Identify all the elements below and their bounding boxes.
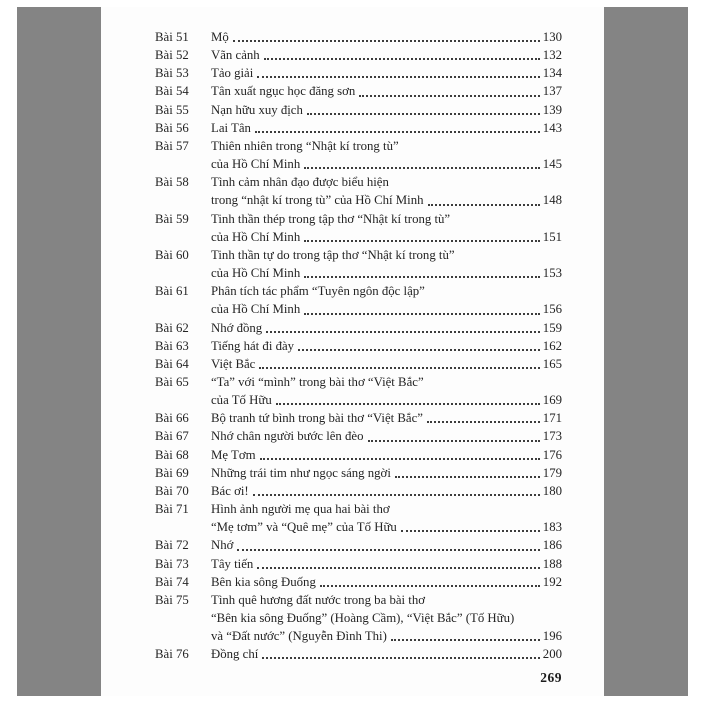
entry-page-number: 183 bbox=[542, 520, 562, 535]
dot-leader bbox=[298, 337, 540, 351]
entry-title-line: Vãn cảnh bbox=[211, 48, 260, 63]
toc-entry bbox=[155, 337, 562, 355]
entry-title-block bbox=[211, 137, 562, 173]
entry-title-line: của Hồ Chí Minh bbox=[211, 266, 301, 281]
toc-entry bbox=[155, 464, 562, 482]
entry-title-line: Tinh thần thép trong tập thơ “Nhật kí trong tù” bbox=[211, 211, 451, 226]
entry-title-block bbox=[211, 573, 562, 591]
toc-entry bbox=[155, 64, 562, 82]
lesson-number: Bài 60 bbox=[155, 247, 189, 262]
toc-entry bbox=[155, 82, 562, 100]
toc-entry bbox=[155, 282, 562, 318]
entry-page-number: 162 bbox=[542, 338, 562, 353]
entry-title-line: Lai Tân bbox=[211, 120, 251, 135]
lesson-number: Bài 75 bbox=[155, 592, 189, 607]
entry-title-line: Tinh thần tự do trong tập thơ “Nhật kí trong tù” bbox=[211, 247, 455, 262]
lesson-number: Bài 63 bbox=[155, 338, 189, 353]
lesson-number: Bài 61 bbox=[155, 284, 189, 299]
entry-title-line: Nhớ bbox=[211, 538, 234, 553]
toc-entry bbox=[155, 536, 562, 554]
lesson-number: Bài 52 bbox=[155, 48, 189, 63]
dot-leader bbox=[233, 28, 540, 42]
entry-title-block bbox=[211, 500, 562, 536]
lesson-number: Bài 67 bbox=[155, 429, 189, 444]
dot-leader bbox=[262, 645, 540, 659]
dot-leader bbox=[307, 101, 540, 115]
lesson-number: Bài 65 bbox=[155, 374, 189, 389]
entry-title-line: Đồng chí bbox=[211, 647, 259, 662]
toc-list bbox=[155, 28, 562, 663]
entry-title-block bbox=[211, 409, 562, 427]
entry-title-line: “Ta” với “mình” trong bài thơ “Việt Bắc” bbox=[211, 374, 424, 389]
entry-title-line: của Tố Hữu bbox=[211, 393, 272, 408]
lesson-number: Bài 72 bbox=[155, 538, 189, 553]
entry-title-block bbox=[211, 427, 562, 445]
entry-title-line: Phân tích tác phẩm “Tuyên ngôn độc lập” bbox=[211, 284, 425, 299]
lesson-number: Bài 68 bbox=[155, 447, 189, 462]
entry-title-block bbox=[211, 482, 562, 500]
entry-page-number: 200 bbox=[542, 647, 562, 662]
lesson-number: Bài 53 bbox=[155, 66, 189, 81]
lesson-number: Bài 76 bbox=[155, 647, 189, 662]
toc-entry bbox=[155, 500, 562, 536]
entry-title-line: Tây tiến bbox=[211, 556, 254, 571]
entry-page-number: 143 bbox=[542, 120, 562, 135]
entry-title-line: Tình quê hương đất nước trong ba bài thơ bbox=[211, 592, 425, 607]
toc-entry bbox=[155, 210, 562, 246]
entry-page-number: 151 bbox=[542, 229, 562, 244]
entry-title-line: Bộ tranh tứ bình trong bài thơ “Việt Bắc” bbox=[211, 411, 423, 426]
entry-title-line: Nạn hữu xuy địch bbox=[211, 102, 303, 117]
book-page bbox=[101, 7, 604, 696]
entry-page-number: 153 bbox=[542, 266, 562, 281]
entry-title-block bbox=[211, 319, 562, 337]
lesson-number: Bài 51 bbox=[155, 30, 189, 44]
toc-entry bbox=[155, 482, 562, 500]
entry-page-number: 176 bbox=[542, 447, 562, 462]
dot-leader bbox=[304, 228, 540, 242]
entry-page-number: 130 bbox=[542, 30, 562, 44]
entry-title-block bbox=[211, 46, 562, 64]
lesson-number: Bài 55 bbox=[155, 102, 189, 117]
entry-title-block bbox=[211, 446, 562, 464]
dot-leader bbox=[266, 319, 540, 333]
lesson-number: Bài 73 bbox=[155, 556, 189, 571]
entry-title-line: Việt Bắc bbox=[211, 356, 256, 371]
lesson-number: Bài 70 bbox=[155, 483, 189, 498]
entry-page-number: 165 bbox=[542, 356, 562, 371]
entry-page-number: 169 bbox=[542, 393, 562, 408]
page-margin-shade-left bbox=[17, 7, 101, 696]
entry-page-number: 159 bbox=[542, 320, 562, 335]
entry-page-number: 156 bbox=[542, 302, 562, 317]
dot-leader bbox=[304, 300, 540, 314]
lesson-number: Bài 69 bbox=[155, 465, 189, 480]
entry-title-block bbox=[211, 355, 562, 373]
entry-title-block bbox=[211, 464, 562, 482]
entry-title-line: Tảo giải bbox=[211, 66, 254, 81]
entry-title-line: Mẹ Tơm bbox=[211, 447, 256, 462]
lesson-number: Bài 58 bbox=[155, 175, 189, 190]
lesson-number: Bài 71 bbox=[155, 502, 189, 517]
entry-page-number: 134 bbox=[542, 66, 562, 81]
dot-leader bbox=[391, 627, 540, 641]
entry-title-block bbox=[211, 246, 562, 282]
entry-title-block bbox=[211, 119, 562, 137]
entry-page-number: 188 bbox=[542, 556, 562, 571]
entry-title-line: Tình cảm nhân đạo được biểu hiện bbox=[211, 175, 389, 190]
lesson-number: Bài 62 bbox=[155, 320, 189, 335]
dot-leader bbox=[304, 155, 540, 169]
entry-page-number: 137 bbox=[542, 84, 562, 99]
dot-leader bbox=[237, 536, 539, 550]
toc-entry bbox=[155, 119, 562, 137]
entry-title-line: của Hồ Chí Minh bbox=[211, 302, 301, 317]
lesson-number: Bài 54 bbox=[155, 84, 189, 99]
toc-entry bbox=[155, 591, 562, 645]
toc-entry bbox=[155, 101, 562, 119]
dot-leader bbox=[255, 119, 540, 133]
lesson-number: Bài 74 bbox=[155, 574, 189, 589]
entry-page-number: 148 bbox=[542, 193, 562, 208]
lesson-number: Bài 59 bbox=[155, 211, 189, 226]
entry-title-block bbox=[211, 64, 562, 82]
entry-title-block bbox=[211, 101, 562, 119]
entry-page-number: 173 bbox=[542, 429, 562, 444]
toc-entry bbox=[155, 355, 562, 373]
page-margin-shade-right bbox=[604, 7, 688, 696]
entry-page-number: 132 bbox=[542, 48, 562, 63]
entry-title-line: Nhớ chân người bước lên đèo bbox=[211, 429, 364, 444]
entry-title-line: Bên kia sông Đuống bbox=[211, 574, 316, 589]
dot-leader bbox=[260, 446, 540, 460]
page-number: 269 bbox=[540, 670, 562, 686]
entry-title-block bbox=[211, 373, 562, 409]
toc-entry bbox=[155, 46, 562, 64]
entry-page-number: 196 bbox=[542, 629, 562, 644]
toc-entry bbox=[155, 173, 562, 209]
toc-entry bbox=[155, 573, 562, 591]
toc-entry bbox=[155, 319, 562, 337]
entry-title-block bbox=[211, 28, 562, 46]
lesson-number: Bài 57 bbox=[155, 138, 189, 153]
dot-leader bbox=[304, 264, 540, 278]
entry-title-line: “Bên kia sông Đuống” (Hoàng Cầm), “Việt Bắc” (Tố Hữu) bbox=[211, 611, 515, 625]
toc-entry bbox=[155, 137, 562, 173]
entry-page-number: 145 bbox=[542, 157, 562, 172]
dot-leader bbox=[401, 518, 540, 532]
toc-entry bbox=[155, 246, 562, 282]
entry-title-line: trong “nhật kí trong tù” của Hồ Chí Minh bbox=[211, 193, 424, 208]
entry-title-block bbox=[211, 173, 562, 209]
entry-page-number: 179 bbox=[542, 465, 562, 480]
toc-entry bbox=[155, 555, 562, 573]
entry-page-number: 192 bbox=[542, 574, 562, 589]
dot-leader bbox=[368, 427, 540, 441]
toc-entry bbox=[155, 427, 562, 445]
toc-entry bbox=[155, 409, 562, 427]
entry-title-block bbox=[211, 337, 562, 355]
entry-title-block bbox=[211, 82, 562, 100]
entry-title-line: Những trái tim như ngọc sáng ngời bbox=[211, 465, 391, 480]
dot-leader bbox=[427, 409, 540, 423]
entry-title-block bbox=[211, 536, 562, 554]
entry-title-line: Tiếng hát đi đày bbox=[211, 338, 295, 353]
entry-title-block bbox=[211, 282, 562, 318]
toc-entry bbox=[155, 645, 562, 663]
lesson-number: Bài 64 bbox=[155, 356, 189, 371]
entry-title-line: Thiên nhiên trong “Nhật kí trong tù” bbox=[211, 138, 399, 153]
dot-leader bbox=[276, 391, 540, 405]
entry-title-line: và “Đất nước” (Nguyễn Đình Thi) bbox=[211, 629, 387, 644]
entry-title-line: Tân xuất ngục học đăng sơn bbox=[211, 84, 356, 99]
dot-leader bbox=[264, 46, 540, 60]
dot-leader bbox=[320, 573, 540, 587]
entry-page-number: 171 bbox=[542, 411, 562, 426]
entry-title-line: Bác ơi! bbox=[211, 483, 249, 498]
entry-title-line: Hình ảnh người mẹ qua hai bài thơ bbox=[211, 502, 390, 517]
entry-title-block bbox=[211, 645, 562, 663]
lesson-number: Bài 66 bbox=[155, 411, 189, 426]
entry-title-block bbox=[211, 555, 562, 573]
dot-leader bbox=[395, 464, 540, 478]
entry-title-line: Nhớ đồng bbox=[211, 320, 263, 335]
lesson-number: Bài 56 bbox=[155, 120, 189, 135]
entry-title-line: của Hồ Chí Minh bbox=[211, 157, 301, 172]
toc-entry bbox=[155, 28, 562, 46]
entry-title-line: “Mẹ tơm” và “Quê mẹ” của Tố Hữu bbox=[211, 520, 397, 535]
dot-leader bbox=[259, 355, 539, 369]
dot-leader bbox=[253, 482, 540, 496]
entry-page-number: 180 bbox=[542, 483, 562, 498]
entry-page-number: 139 bbox=[542, 102, 562, 117]
entry-title-block bbox=[211, 210, 562, 246]
toc-entry bbox=[155, 373, 562, 409]
dot-leader bbox=[359, 82, 540, 96]
entry-title-line: Mộ bbox=[211, 30, 229, 44]
dot-leader bbox=[257, 555, 540, 569]
toc-entry bbox=[155, 446, 562, 464]
entry-title-line: của Hồ Chí Minh bbox=[211, 229, 301, 244]
entry-title-block bbox=[211, 591, 562, 645]
entry-page-number: 186 bbox=[542, 538, 562, 553]
dot-leader bbox=[257, 64, 540, 78]
dot-leader bbox=[428, 191, 540, 205]
